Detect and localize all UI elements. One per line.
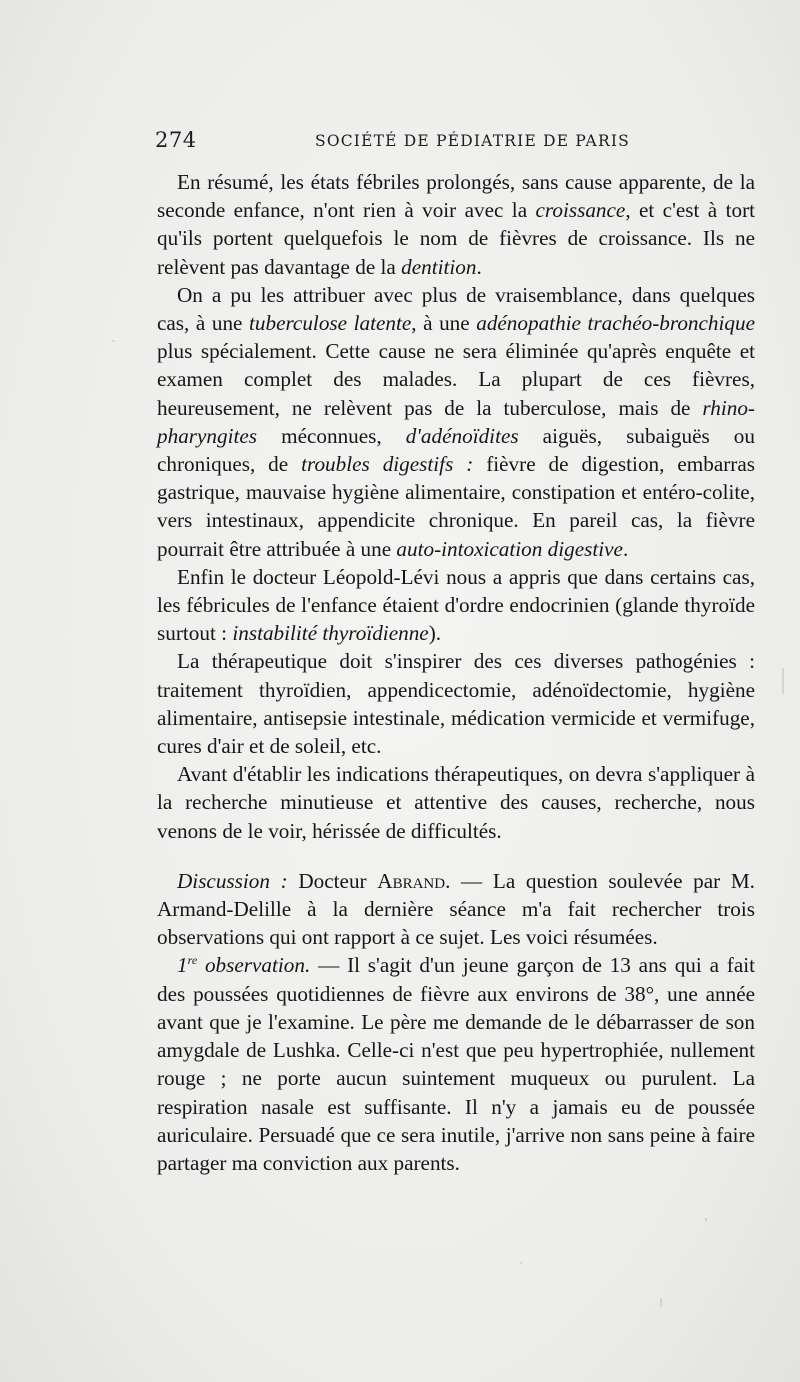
running-title: SOCIÉTÉ DE PÉDIATRIE DE PARIS — [315, 132, 630, 150]
page-number: 274 — [155, 128, 197, 152]
paragraph-therapeutics: La thérapeutique doit s'inspirer des ces diverses pathogénies : traitement thyroïdien, appendicectomie, adénoïdectomie, hygiène alimentaire, antisepsie intestinale, médication vermicide et vermifuge, cures d'air et de soleil, etc. — [157, 649, 755, 759]
paragraph-discussion: Discussion : Docteur Abrand. — La question soulevée par M. Armand-Delille à la dernière séance m'a fait rechercher trois observations qui ont rapport à ce sujet. Les voici résumées. — [157, 868, 755, 950]
paragraph-causes: On a pu les attribuer avec plus de vraisemblance, dans quelques cas, à une tuberculose latente, à une adénopathie trachéo-bronchique plus spécialement. Cette cause ne sera éliminée qu'après enquête et examen complet des malades. La plupart de ces fièvres, heureusement, ne relèvent pas de la tuberculose, mais de rhino-pharyngites méconnues, d'adénoïdites aiguës, subaiguës ou chroniques, de troubles digestifs : fièvre de digestion, embarras gastrique, mauvaise hygiène alimentaire, constipation et entéro-colite, vers intestinaux, appendicite chronique. En pareil cas, la fièvre pourrait être attribuée à une auto-intoxication digestive. — [157, 282, 755, 561]
paper-speck — [705, 1218, 707, 1221]
paper-speck — [660, 1298, 662, 1307]
paper-speck — [782, 668, 784, 694]
paragraph-first-observation: 1re observation. — Il s'agit d'un jeune garçon de 13 ans qui a fait des poussées quotidiennes de fièvre aux environs de 38°, une année avant que je l'examine. Le père me demande de le débarrasser de son amygdale de Lushka. Celle-ci n'est que peu hypertrophiée, nullement rouge ; ne porte aucun suintement muqueux ou purulent. La respiration nasale est suffisante. Il n'y a jamais eu de poussée auriculaire. Persuadé que ce sera inutile, j'arrive non sans peine à faire partager ma conviction aux parents. — [157, 953, 756, 1175]
paragraph-indications: Avant d'établir les indications thérapeutiques, on devra s'appliquer à la recherche minutieuse et attentive des causes, recherche, nous venons de le voir, hérissée de difficultés. — [157, 762, 755, 843]
paper-speck — [112, 340, 115, 342]
page-header — [155, 128, 755, 162]
paragraph-summary: En résumé, les états fébriles prolongés, sans cause apparente, de la seconde enfance, n'ont rien à voir avec la croissance, et c'est à tort qu'ils portent quelquefois le nom de fièvres de croissance. Ils ne relèvent pas davantage de la dentition. — [157, 170, 756, 279]
paragraph-endocrine: Enfin le docteur Léopold-Lévi nous a appris que dans certains cas, les fébricules de l'enfance étaient d'ordre endocrinien (glande thyroïde surtout : instabilité thyroïdienne). — [157, 564, 755, 646]
body-text — [157, 168, 755, 1177]
paper-speck — [520, 1262, 522, 1264]
